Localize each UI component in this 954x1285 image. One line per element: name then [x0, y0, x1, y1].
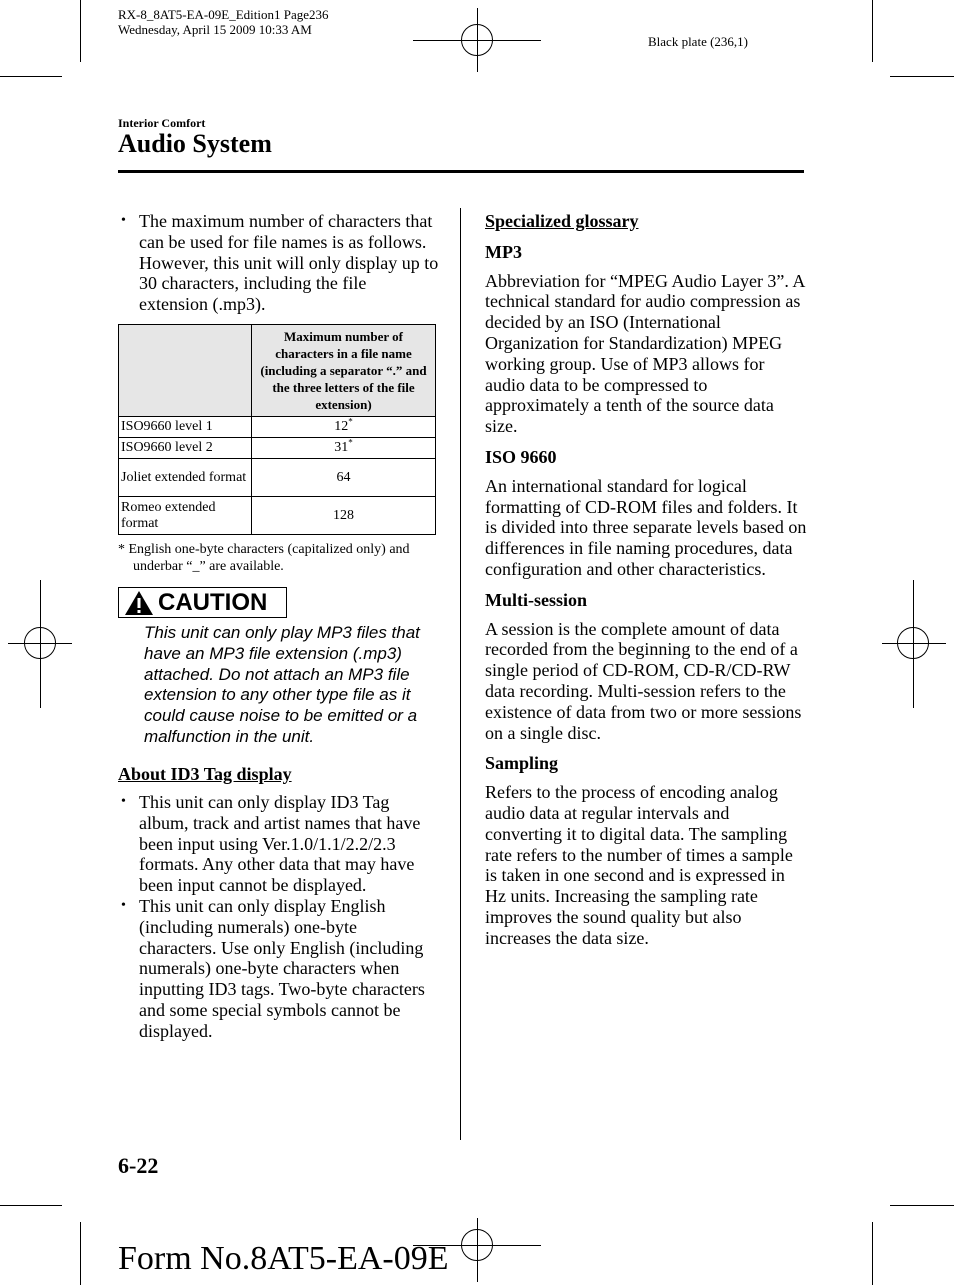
caution-label: CAUTION	[158, 588, 268, 616]
crop-mark	[890, 76, 954, 77]
table-row	[119, 417, 436, 438]
form-number: Form No.8AT5-EA-09E	[118, 1240, 449, 1277]
table-cell-value: 128	[252, 497, 436, 535]
table-row	[119, 438, 436, 459]
glossary-definition: Abbreviation for “MPEG Audio Layer 3”. A technical standard for audio compression as decided by an ISO (International Organization for Standardization) MPEG working group. Use of MP3 allows for audio data to be compressed to approximately a tenth of the source data size.	[485, 270, 805, 437]
glossary-definition: Refers to the process of encoding analog audio data at regular intervals and converting it to digital data. The sampling rate refers to the number of times a sample is taken in one second and is expressed in Hz units. Increasing the sampling rate improves the sound quality but also increases the data size.	[485, 782, 793, 948]
glossary-term: MP3	[485, 241, 522, 262]
table-cell-value: 31*	[252, 438, 436, 459]
section-label: Interior Comfort	[118, 116, 206, 130]
glossary-definition: An international standard for logical formatting of CD-ROM files and folders. It is divided into three separate levels based on differences in file naming procedures, data configuration and other characteristics.	[485, 475, 807, 579]
glossary-term: ISO 9660	[485, 446, 557, 467]
id3-heading: About ID3 Tag display	[118, 764, 292, 784]
page-title: Audio System	[118, 129, 272, 158]
glossary-definition: A session is the complete amount of data recorded from the beginning to the end of a single period of CD-ROM, CD-R/CD-RW data recording. Multi-session refers to the existence of data from two or more sessions on a single disc.	[485, 618, 802, 743]
crop-mark	[890, 1205, 954, 1206]
crop-mark	[0, 76, 62, 77]
crop-mark	[80, 1222, 81, 1285]
plate-label: Black plate (236,1)	[648, 34, 748, 49]
table-cell-format: Romeo extended format	[119, 497, 252, 535]
crop-mark	[0, 1205, 62, 1206]
glossary-heading: Specialized glossary	[485, 211, 639, 231]
id3-bullet-text: This unit can only display English (including numerals) one-byte characters. Use only English (including numerals) one-byte characters when inputting ID3 tags. Two-byte characters and some special symbols cannot be displayed.	[139, 895, 425, 1041]
table-cell-value: 64	[252, 459, 436, 497]
table-row	[119, 459, 436, 497]
filename-limit-table	[118, 324, 436, 535]
crop-mark	[872, 0, 873, 62]
intro-bullet	[118, 211, 439, 315]
table-row	[119, 497, 436, 535]
registration-mark-icon	[24, 627, 56, 659]
table-cell-format: ISO9660 level 1	[119, 417, 252, 438]
registration-mark-icon	[461, 24, 493, 56]
crop-mark	[872, 1222, 873, 1285]
table-header-row	[119, 325, 436, 417]
registration-mark-icon	[897, 627, 929, 659]
title-rule	[118, 170, 804, 173]
id3-bullet-text: This unit can only display ID3 Tag album, track and artist names that have been input using Ver.1.0/1.1/2.2/2.3 formats. Any other data that may have been input cannot be displayed.	[139, 792, 421, 896]
print-header	[118, 7, 329, 37]
page-number: 6-22	[118, 1153, 159, 1178]
warning-triangle-icon	[124, 590, 154, 616]
glossary-term: Multi-session	[485, 589, 588, 610]
list-item	[118, 792, 438, 896]
crop-mark	[80, 0, 81, 62]
glossary-column	[485, 211, 807, 949]
table-cell-format: Joliet extended format	[119, 459, 252, 497]
intro-bullet-text: The maximum number of characters that can be used for file names is as follows. However, this unit will only display up to 30 characters, including the file extension (.mp3).	[139, 211, 439, 315]
print-header-line2: Wednesday, April 15 2009 10:33 AM	[118, 22, 312, 37]
column-divider	[460, 208, 461, 1140]
table-cell-format: ISO9660 level 2	[119, 438, 252, 459]
glossary-term: Sampling	[485, 753, 559, 774]
list-item	[118, 896, 438, 1042]
caution-text: This unit can only play MP3 files that have an MP3 file extension (.mp3) attached. Do not attach an MP3 file extension to any other type file as it could cause noise to be emitted or a malfunction in the unit.	[144, 623, 420, 746]
table-header-blank	[119, 325, 252, 417]
caution-label-box	[118, 587, 287, 618]
print-header-line1: RX-8_8AT5-EA-09E_Edition1 Page236	[118, 7, 329, 22]
table-footnote: * English one-byte characters (capitalized only) and underbar “_” are available.	[118, 542, 410, 574]
registration-mark-icon	[461, 1229, 493, 1261]
id3-bullet-list	[118, 792, 438, 1042]
table-header-max-chars: Maximum number of characters in a file name (including a separator “.” and the three letters of the file extension)	[252, 325, 436, 417]
table-cell-value: 12*	[252, 417, 436, 438]
